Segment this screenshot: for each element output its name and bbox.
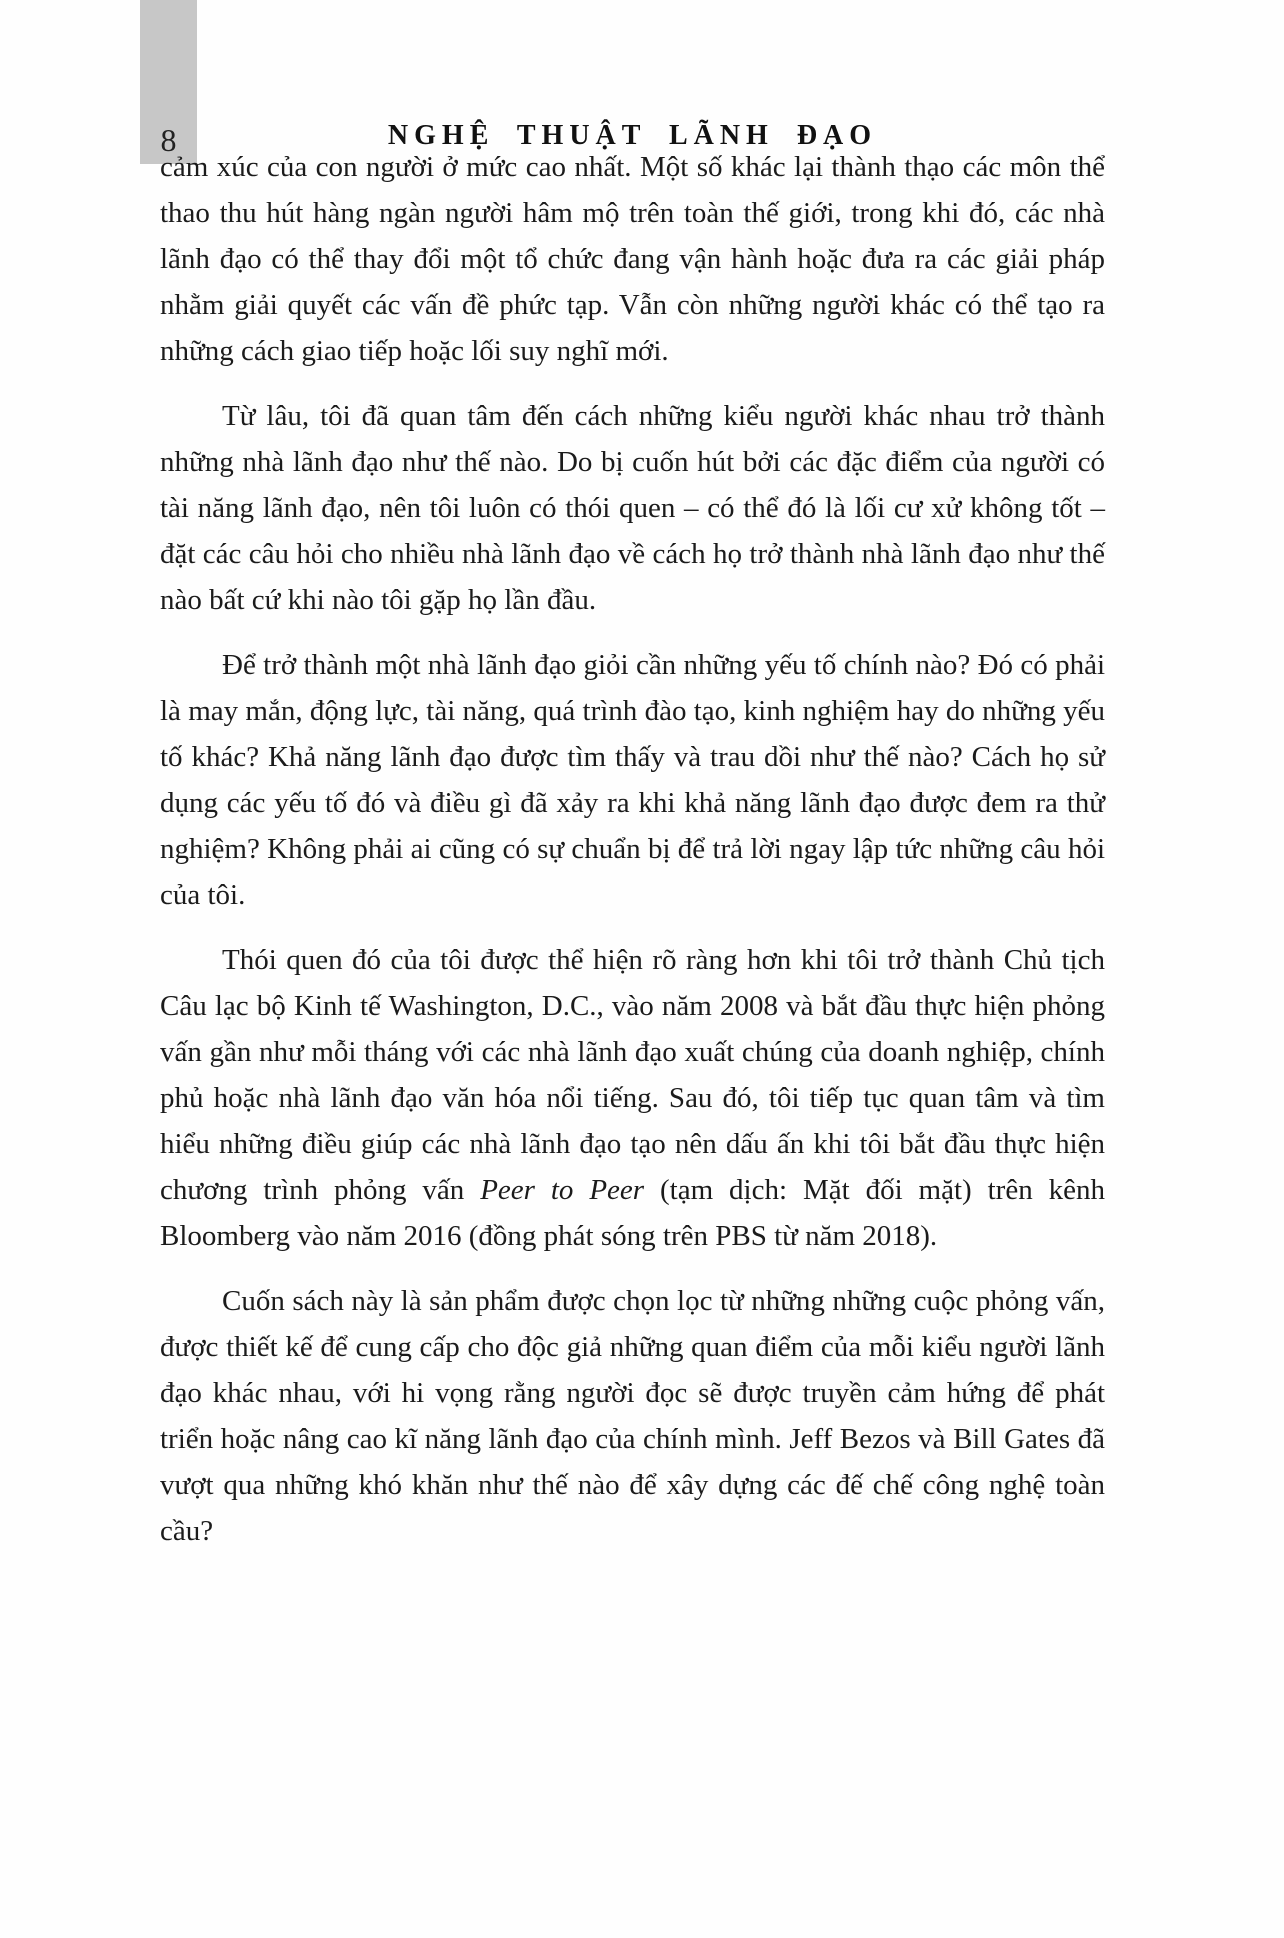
page-number: 8	[160, 122, 177, 158]
paragraph-text: Để trở thành một nhà lãnh đạo giỏi cần những yếu tố chính nào? Đó có phải là may mắn, động lực, tài năng, quá trình đào tạo, kinh nghiệm hay do những yếu tố khác? Khả năng lãnh đạo được tìm thấy và trau dồi như thế nào? Cách họ sử dụng các yếu tố đó và điều gì đã xảy ra khi khả năng lãnh đạo được đem ra thử nghiệm? Không phải ai cũng có sự chuẩn bị để trả lời ngay lập tức những câu hỏi của tôi.	[160, 649, 1105, 911]
paragraph-text: (tạm dịch: Mặt đối mặt) trên kênh Bloomberg vào năm 2016 (đồng phát sóng trên PBS từ năm 2018).	[160, 1174, 1105, 1252]
paragraph	[160, 1278, 1105, 1554]
paragraph	[160, 937, 1105, 1259]
paragraph	[160, 642, 1105, 918]
show-title-italic: Peer to Peer	[480, 1174, 645, 1206]
paragraph-text: Cuốn sách này là sản phẩm được chọn lọc từ những những cuộc phỏng vấn, được thiết kế để cung cấp cho độc giả những quan điểm của mỗi kiểu người lãnh đạo khác nhau, với hi vọng rằng người đọc sẽ được truyền cảm hứng để phát triển hoặc nâng cao kĩ năng lãnh đạo của chính mình. Jeff Bezos và Bill Gates đã vượt qua những khó khăn như thế nào để xây dựng các đế chế công nghệ toàn cầu?	[160, 1285, 1105, 1547]
running-header: NGHỆ THUẬT LÃNH ĐẠO	[387, 120, 878, 151]
paragraph-text: cảm xúc của con người ở mức cao nhất. Một số khác lại thành thạo các môn thể thao thu hút hàng ngàn người hâm mộ trên toàn thế giới, trong khi đó, các nhà lãnh đạo có thể thay đổi một tổ chức đang vận hành hoặc đưa ra các giải pháp nhằm giải quyết các vấn đề phức tạp. Vẫn còn những người khác có thể tạo ra những cách giao tiếp hoặc lối suy nghĩ mới.	[160, 151, 1105, 367]
paragraph-text: Từ lâu, tôi đã quan tâm đến cách những kiểu người khác nhau trở thành những nhà lãnh đạo như thế nào. Do bị cuốn hút bởi các đặc điểm của người có tài năng lãnh đạo, nên tôi luôn có thói quen – có thể đó là lối cư xử không tốt – đặt các câu hỏi cho nhiều nhà lãnh đạo về cách họ trở thành nhà lãnh đạo như thế nào bất cứ khi nào tôi gặp họ lần đầu.	[160, 400, 1105, 616]
paragraph	[160, 144, 1105, 374]
paragraph-text: Thói quen đó của tôi được thể hiện rõ ràng hơn khi tôi trở thành Chủ tịch Câu lạc bộ Kinh tế Washington, D.C., vào năm 2008 và bắt đầu thực hiện phỏng vấn gần như mỗi tháng với các nhà lãnh đạo xuất chúng của doanh nghiệp, chính phủ hoặc nhà lãnh đạo văn hóa nổi tiếng. Sau đó, tôi tiếp tục quan tâm và tìm hiểu những điều giúp các nhà lãnh đạo tạo nên dấu ấn khi tôi bắt đầu thực hiện chương trình phỏng vấn	[160, 944, 1105, 1206]
paragraph	[160, 393, 1105, 623]
body-text	[160, 144, 1105, 1573]
